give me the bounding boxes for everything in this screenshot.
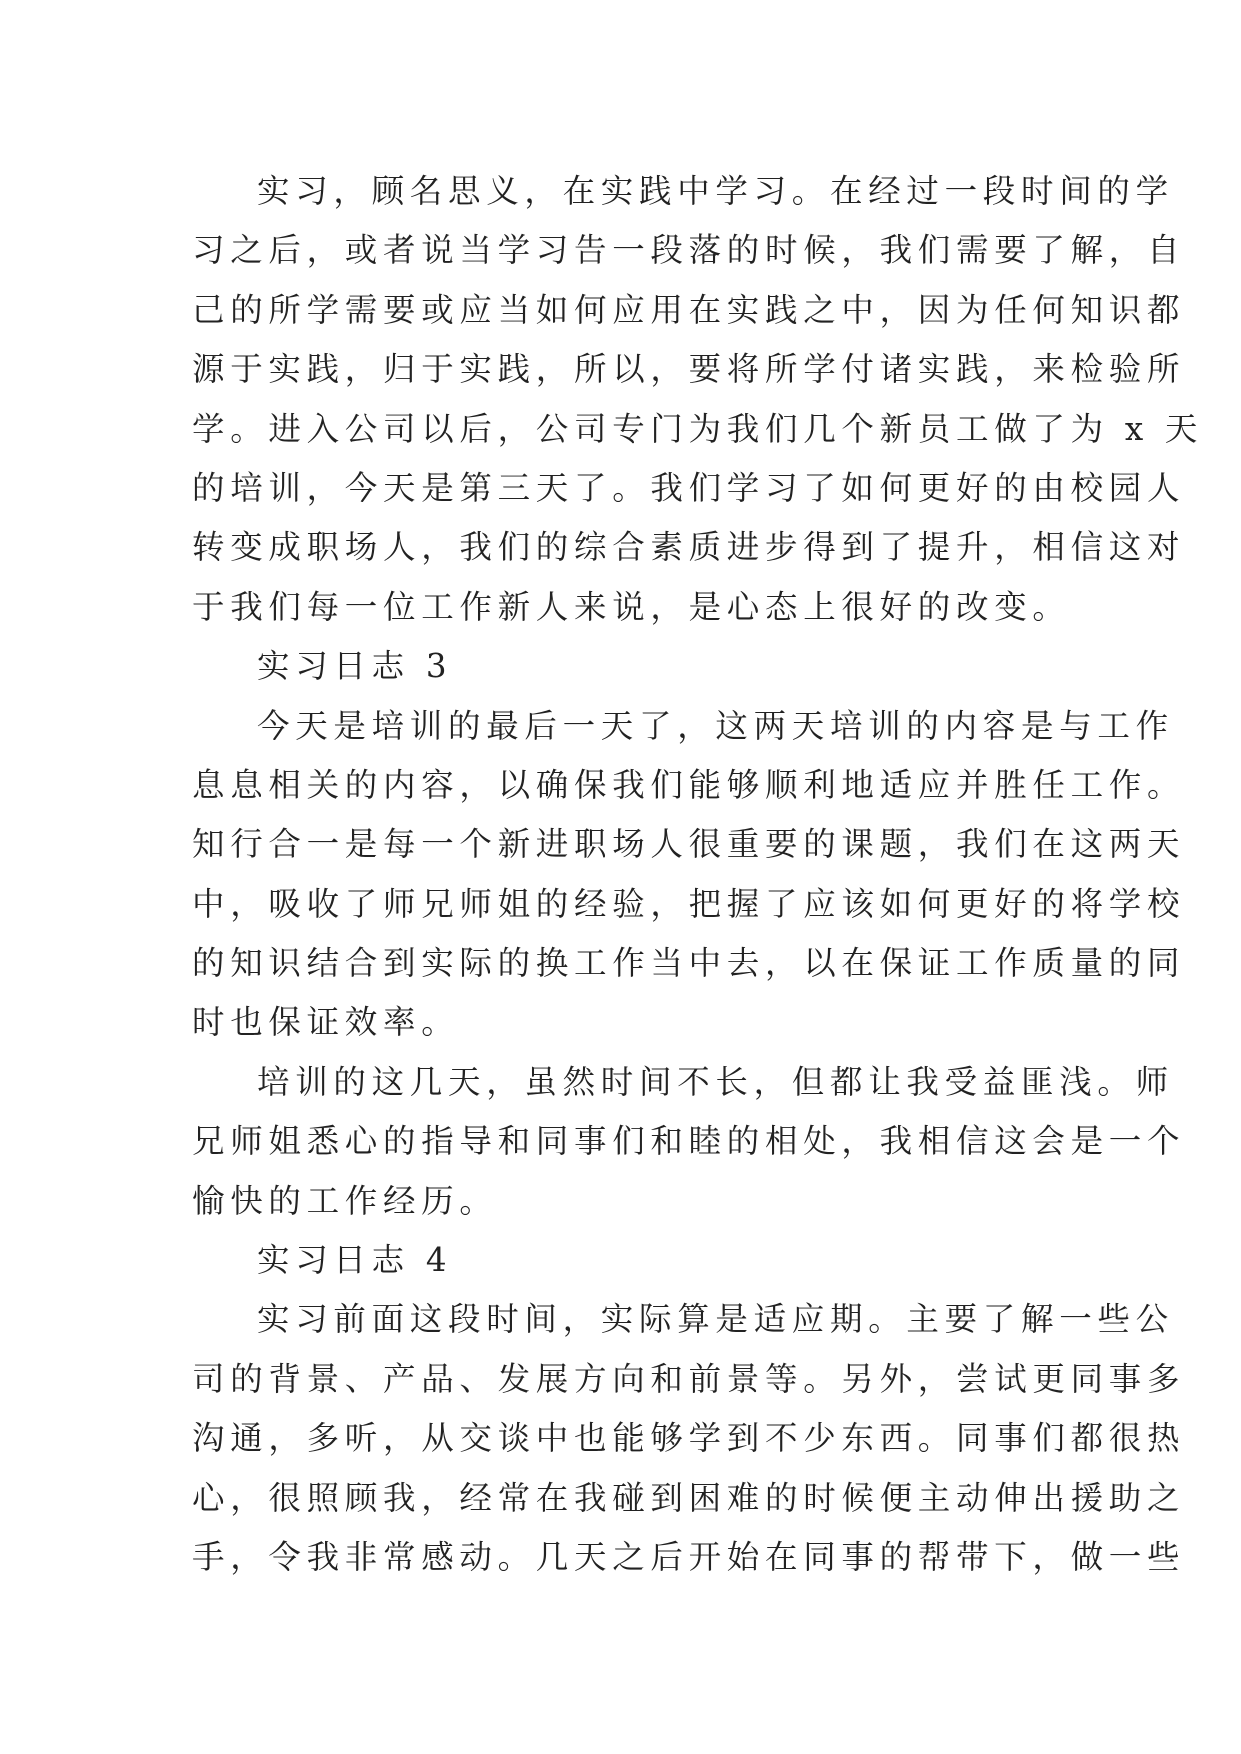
text-line: 的知识结合到实际的换工作当中去，以在保证工作质量的同 xyxy=(192,944,1186,983)
text-line: 息息相关的内容，以确保我们能够顺利地适应并胜任工作。 xyxy=(192,765,1186,804)
text-line: 实习前面这段时间，实际算是适应期。主要了解一些公 xyxy=(257,1300,1174,1339)
text-line: 于我们每一位工作新人来说，是心态上很好的改变。 xyxy=(192,587,1071,626)
text-line: 司的背景、产品、发展方向和前景等。另外，尝试更同事多 xyxy=(192,1359,1186,1398)
text-line: 中，吸收了师兄师姐的经验，把握了应该如何更好的将学校 xyxy=(192,884,1186,923)
text-line: 兄师姐悉心的指导和同事们和睦的相处，我相信这会是一个 xyxy=(192,1122,1186,1161)
text-line: 实习，顾名思义，在实践中学习。在经过一段时间的学 xyxy=(257,172,1174,210)
text-line: 源于实践，归于实践，所以，要将所学付诸实践，来检验所 xyxy=(192,350,1186,389)
text-line: 时也保证效率。 xyxy=(192,1003,460,1042)
text-line: 实习日志 4 xyxy=(257,1241,453,1280)
text-line: 习之后，或者说当学习告一段落的时候，我们需要了解，自 xyxy=(192,231,1186,270)
text-line: 愉快的工作经历。 xyxy=(192,1181,498,1220)
text-line: 知行合一是每一个新进职场人很重要的课题，我们在这两天 xyxy=(192,825,1186,864)
text-line: 手，令我非常感动。几天之后开始在同事的帮带下，做一些 xyxy=(192,1537,1186,1576)
text-line: 沟通，多听，从交谈中也能够学到不少东西。同事们都很热 xyxy=(192,1419,1186,1458)
body-text xyxy=(192,162,1204,1587)
text-line: 转变成职场人，我们的综合素质进步得到了提升，相信这对 xyxy=(192,528,1186,567)
text-line: 培训的这几天，虽然时间不长，但都让我受益匪浅。师 xyxy=(257,1062,1174,1101)
text-line: 学。进入公司以后，公司专门为我们几个新员工做了为 x 天 xyxy=(192,409,1204,448)
text-line: 实习日志 3 xyxy=(257,647,453,686)
text-line: 的培训，今天是第三天了。我们学习了如何更好的由校园人 xyxy=(192,468,1186,507)
text-line: 今天是培训的最后一天了，这两天培训的内容是与工作 xyxy=(257,706,1174,745)
text-line: 心，很照顾我，经常在我碰到困难的时候便主动伸出援助之 xyxy=(192,1478,1186,1517)
text-line: 己的所学需要或应当如何应用在实践之中，因为任何知识都 xyxy=(192,290,1186,329)
